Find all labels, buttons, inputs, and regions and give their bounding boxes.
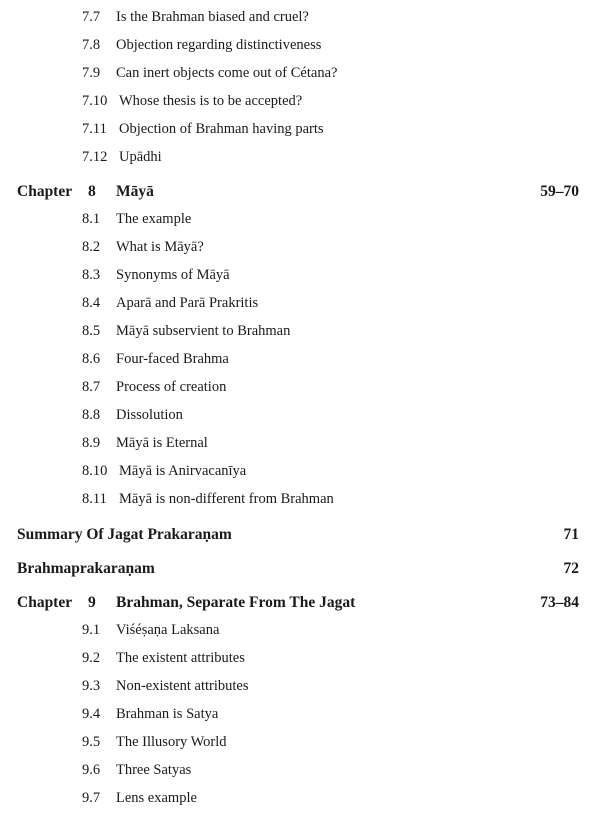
entry-number: 8.6 — [82, 351, 101, 367]
chapter-number: 9 — [88, 594, 96, 611]
entry-title: Can inert objects come out of Cétana? — [116, 65, 338, 81]
chapter-label: Chapter — [17, 594, 73, 611]
entry-title: Non-existent attributes — [116, 678, 249, 694]
entry-title: Objection regarding distinctiveness — [116, 37, 322, 53]
entry-number: 9.1 — [82, 622, 101, 638]
toc-chapter-9 — [0, 592, 600, 614]
entry-number: 8.2 — [82, 239, 101, 255]
entry-number: 8.11 — [82, 491, 107, 507]
entry-number: 7.8 — [82, 37, 101, 53]
toc-entry-9-6 — [0, 759, 600, 781]
toc-entry-8-2 — [0, 236, 600, 258]
entry-title: Four-faced Brahma — [116, 351, 229, 367]
entry-number: 7.10 — [82, 93, 108, 109]
toc-entry-7-7 — [0, 6, 600, 28]
chapter-number: 8 — [88, 183, 96, 200]
entry-number: 8.3 — [82, 267, 101, 283]
entry-title: Viśéṣaṇa Laksana — [116, 622, 220, 638]
toc-entry-7-10 — [0, 90, 600, 112]
toc-entry-9-5 — [0, 731, 600, 753]
entry-title: Objection of Brahman having parts — [119, 121, 324, 137]
toc-entry-8-8 — [0, 404, 600, 426]
section-pages: 72 — [563, 560, 579, 577]
entry-number: 7.9 — [82, 65, 101, 81]
entry-title: The example — [116, 211, 192, 227]
entry-number: 9.6 — [82, 762, 101, 778]
entry-title: Synonyms of Māyā — [116, 267, 230, 283]
entry-number: 7.12 — [82, 149, 108, 165]
section-title: Brahmaprakaraṇam — [17, 560, 155, 577]
toc-entry-8-1 — [0, 208, 600, 230]
entry-number: 8.7 — [82, 379, 101, 395]
entry-title: Brahman is Satya — [116, 706, 219, 722]
entry-title: The existent attributes — [116, 650, 245, 666]
entry-title: Dissolution — [116, 407, 183, 423]
toc-entry-7-8 — [0, 34, 600, 56]
toc-entry-8-9 — [0, 432, 600, 454]
entry-number: 8.1 — [82, 211, 101, 227]
entry-title: Three Satyas — [116, 762, 192, 778]
entry-title: What is Māyā? — [116, 239, 204, 255]
chapter-title: Brahman, Separate From The Jagat — [116, 594, 356, 611]
section-title: Summary Of Jagat Prakaraṇam — [17, 526, 232, 543]
entry-number: 8.4 — [82, 295, 101, 311]
toc-entry-8-11 — [0, 488, 600, 510]
toc-entry-7-12 — [0, 146, 600, 168]
entry-title: Is the Brahman biased and cruel? — [116, 9, 309, 25]
entry-title: Whose thesis is to be accepted? — [119, 93, 303, 109]
entry-number: 8.10 — [82, 463, 108, 479]
toc-entry-8-10 — [0, 460, 600, 482]
toc-entry-8-6 — [0, 348, 600, 370]
chapter-title: Māyā — [116, 183, 154, 200]
entry-number: 7.11 — [82, 121, 107, 137]
entry-title: Aparā and Parā Prakritis — [116, 295, 259, 311]
entry-number: 8.5 — [82, 323, 101, 339]
toc-chapter-8 — [0, 181, 600, 203]
toc-summary-jagat-prakaranam — [0, 524, 600, 546]
entry-title: Māyā subservient to Brahman — [116, 323, 291, 339]
toc-entry-9-1 — [0, 619, 600, 641]
entry-number: 9.4 — [82, 706, 101, 722]
chapter-pages: 59–70 — [540, 183, 579, 200]
chapter-label: Chapter — [17, 183, 73, 200]
entry-title: Process of creation — [116, 379, 227, 395]
entry-number: 8.8 — [82, 407, 101, 423]
toc-entry-8-4 — [0, 292, 600, 314]
toc-entry-8-7 — [0, 376, 600, 398]
entry-number: 9.5 — [82, 734, 101, 750]
toc-brahmaprakaranam — [0, 558, 600, 580]
entry-number: 8.9 — [82, 435, 101, 451]
entry-number: 9.3 — [82, 678, 101, 694]
entry-title: Upādhi — [119, 149, 162, 165]
toc-entry-9-4 — [0, 703, 600, 725]
toc-entry-9-2 — [0, 647, 600, 669]
section-pages: 71 — [563, 526, 579, 543]
entry-number: 9.2 — [82, 650, 101, 666]
toc-entry-9-3 — [0, 675, 600, 697]
toc-entry-7-9 — [0, 62, 600, 84]
entry-number: 7.7 — [82, 9, 101, 25]
entry-title: Māyā is Anirvacanīya — [119, 463, 247, 479]
entry-title: The Illusory World — [116, 734, 227, 750]
chapter-pages: 73–84 — [540, 594, 579, 611]
toc-entry-8-3 — [0, 264, 600, 286]
entry-number: 9.7 — [82, 790, 101, 806]
entry-title: Māyā is non-different from Brahman — [119, 491, 334, 507]
toc-entry-9-7 — [0, 787, 600, 809]
toc-entry-8-5 — [0, 320, 600, 342]
entry-title: Māyā is Eternal — [116, 435, 208, 451]
toc-entry-7-11 — [0, 118, 600, 140]
entry-title: Lens example — [116, 790, 197, 806]
